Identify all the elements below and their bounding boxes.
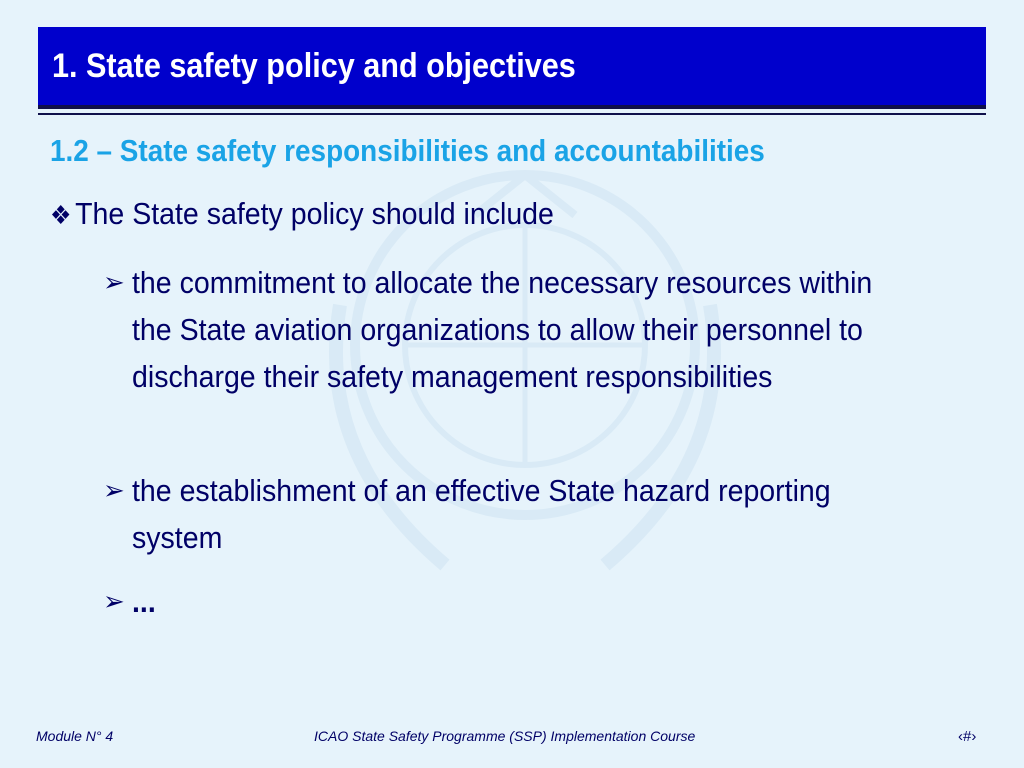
title-bar xyxy=(38,27,986,109)
sub-bullet-text: the commitment to allocate the necessary resources within the State aviation organizations to allow their personnel to discharge their safety management responsibilities xyxy=(132,265,873,394)
arrow-bullet-icon: ➢ xyxy=(103,267,125,297)
slide-title: 1. State safety policy and objectives xyxy=(52,47,576,85)
sub-bullet-1 xyxy=(103,259,973,400)
diamond-bullet-icon: ❖ xyxy=(50,200,72,230)
footer-course: ICAO State Safety Programme (SSP) Implementation Course xyxy=(314,728,696,744)
sub-bullet-3 xyxy=(103,578,973,625)
arrow-bullet-icon: ➢ xyxy=(103,586,125,616)
main-bullet xyxy=(50,196,554,232)
sub-bullet-text: the establishment of an effective State hazard reporting system xyxy=(132,473,831,555)
footer-module: Module N° 4 xyxy=(36,728,114,744)
sub-bullet-2 xyxy=(103,467,973,561)
title-divider xyxy=(38,113,986,115)
arrow-bullet-icon: ➢ xyxy=(103,475,125,505)
slide-subtitle: 1.2 – State safety responsibilities and accountabilities xyxy=(50,133,765,168)
main-bullet-text: The State safety policy should include xyxy=(75,196,554,231)
sub-bullet-text: ... xyxy=(132,584,156,619)
footer-page-number: ‹#› xyxy=(958,728,977,745)
